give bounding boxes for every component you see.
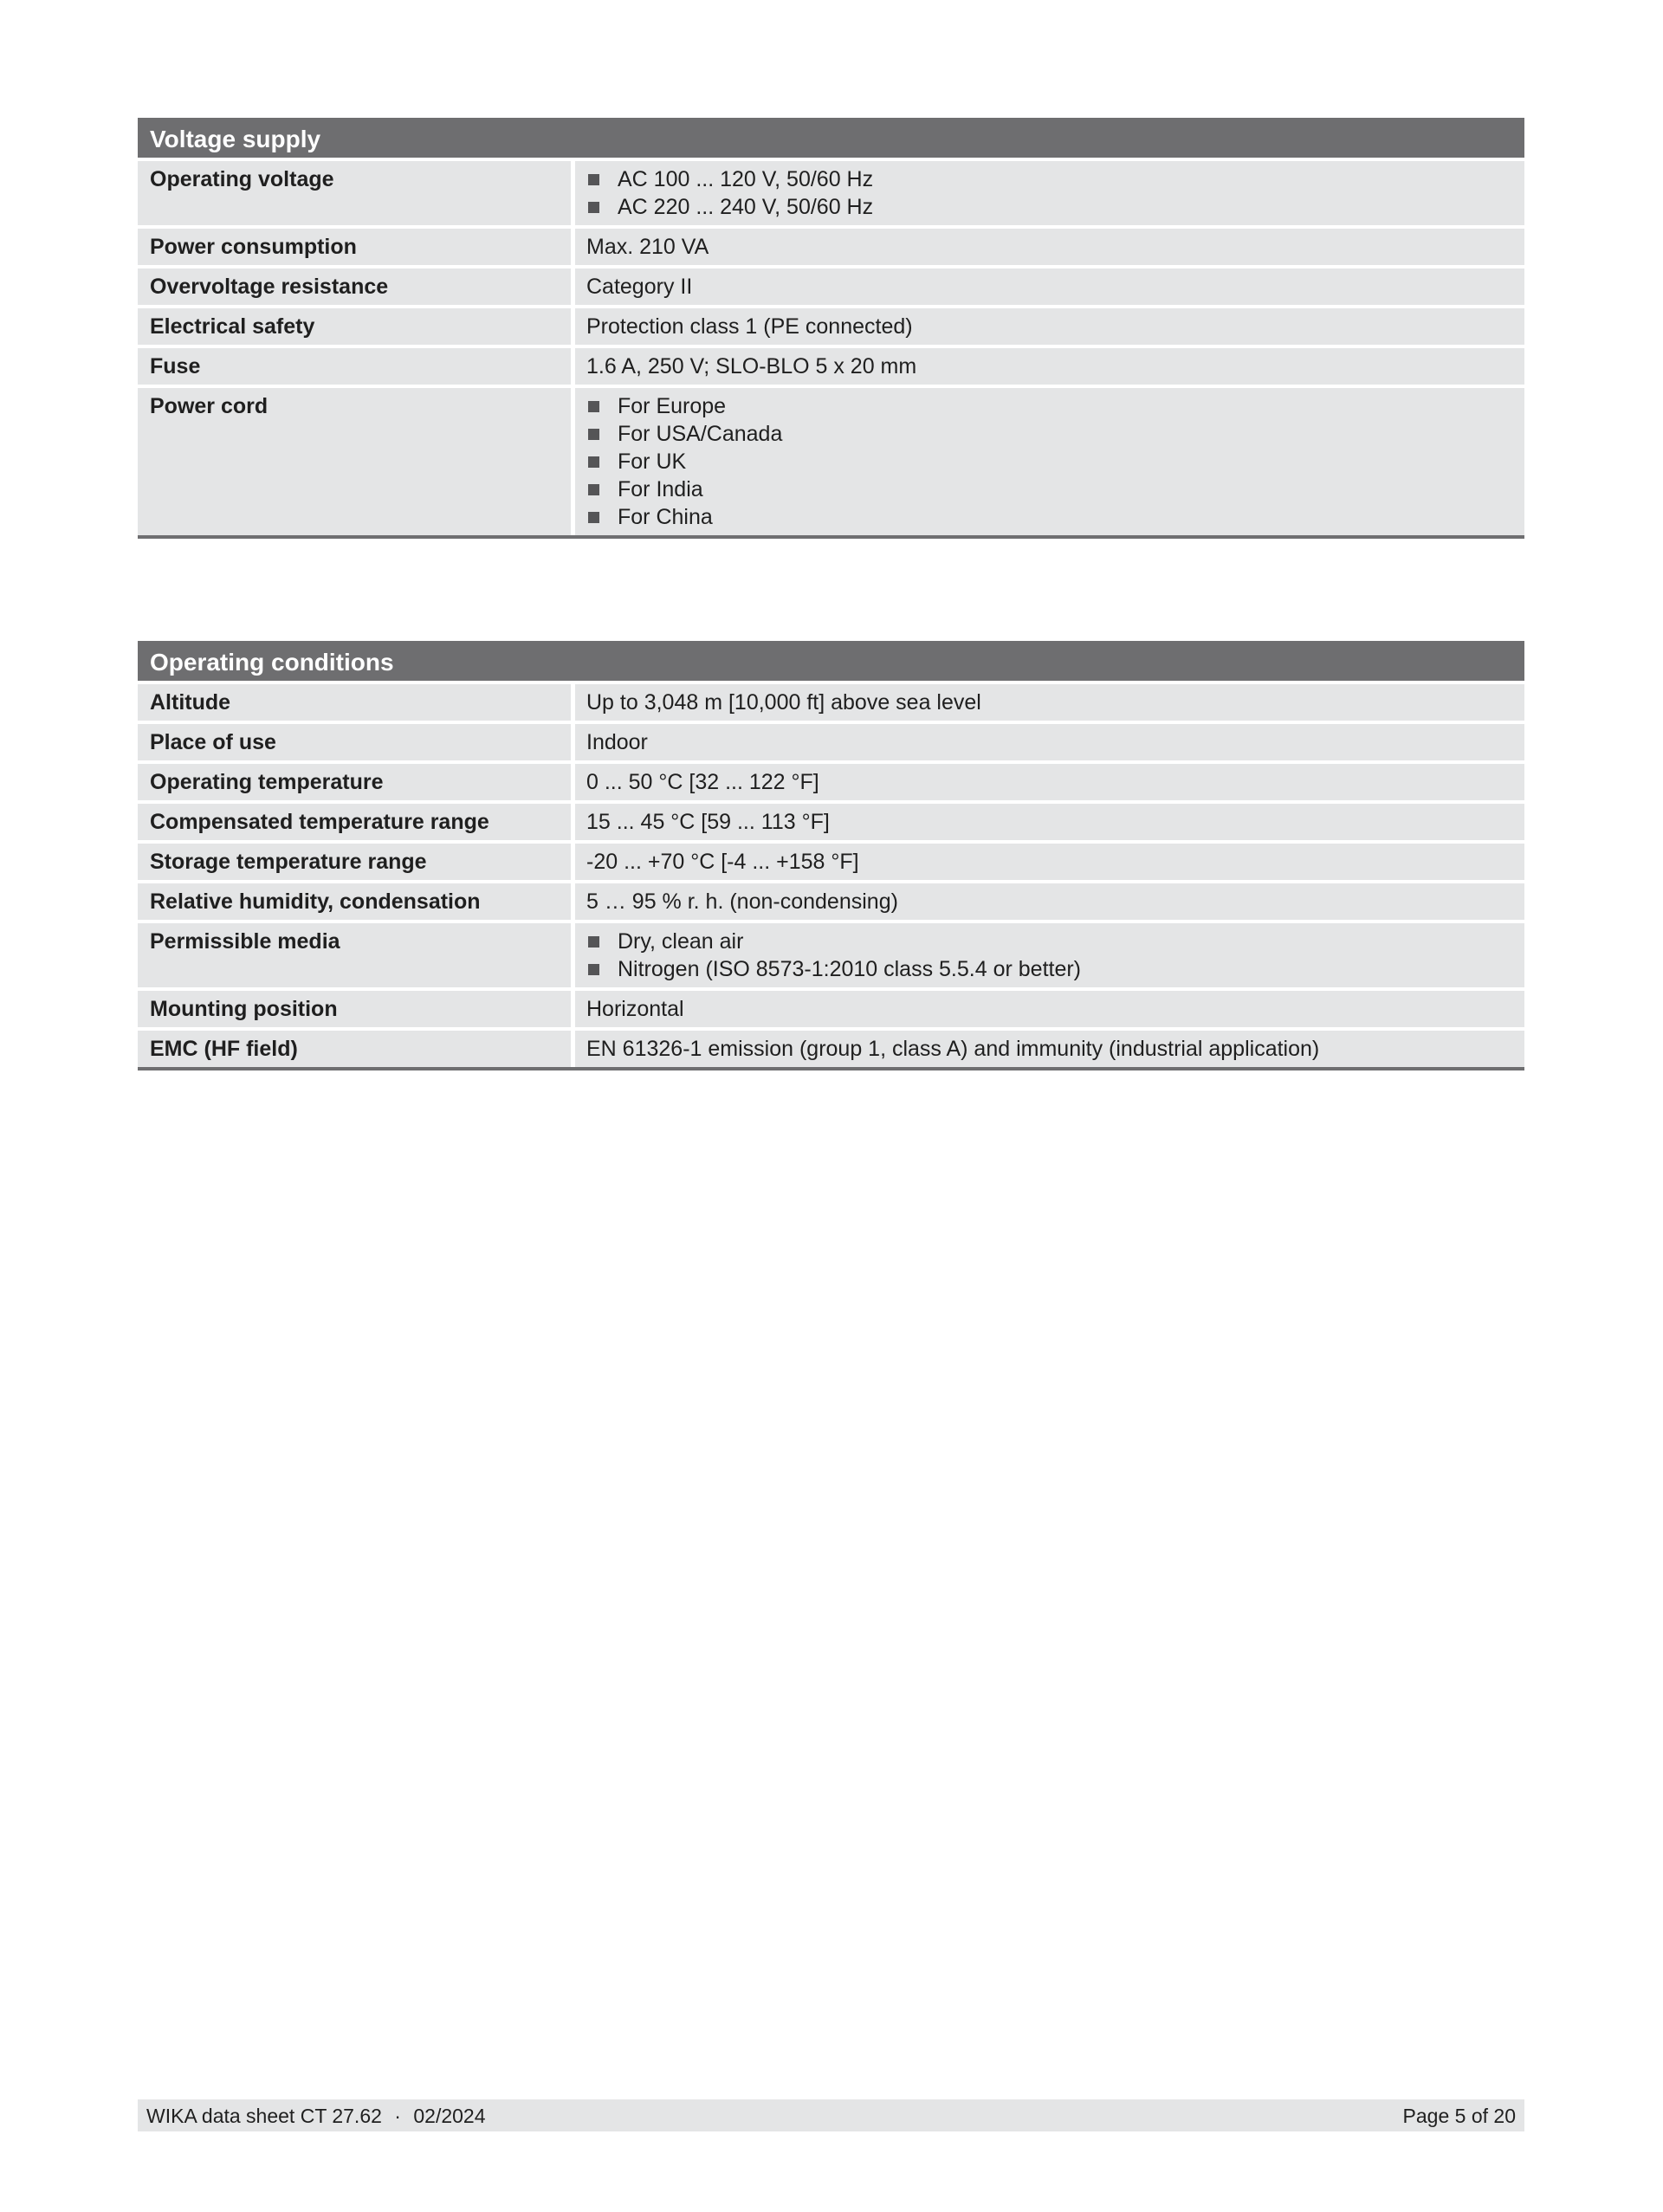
- footer-doc-ref: WIKA data sheet CT 27.62: [146, 2105, 382, 2127]
- spec-label: Operating voltage: [138, 161, 571, 225]
- spec-label: Mounting position: [138, 991, 571, 1027]
- spec-value: EN 61326-1 emission (group 1, class A) and immunity (industrial application): [575, 1031, 1524, 1067]
- spec-value: 15 ... 45 °C [59 ... 113 °F]: [575, 804, 1524, 840]
- table-row: [138, 764, 1524, 800]
- spec-label: EMC (HF field): [138, 1031, 571, 1067]
- spec-value: 5 … 95 % r. h. (non-condensing): [575, 883, 1524, 920]
- spec-label: Altitude: [138, 684, 571, 721]
- bullet-item: AC 100 ... 120 V, 50/60 Hz: [586, 165, 1512, 193]
- footer-separator: ·: [394, 2105, 401, 2127]
- spec-value: Horizontal: [575, 991, 1524, 1027]
- bullet-list: [586, 165, 1512, 221]
- spec-value: [575, 388, 1524, 535]
- table-row: [138, 229, 1524, 265]
- bullet-item: For USA/Canada: [586, 420, 1512, 448]
- table-row: [138, 268, 1524, 305]
- table-row: [138, 684, 1524, 721]
- spec-label: Electrical safety: [138, 308, 571, 345]
- spec-value: Indoor: [575, 724, 1524, 760]
- bullet-item: For India: [586, 475, 1512, 503]
- spec-value: Protection class 1 (PE connected): [575, 308, 1524, 345]
- voltage-supply-table: [138, 118, 1524, 539]
- spec-value: 0 ... 50 °C [32 ... 122 °F]: [575, 764, 1524, 800]
- table-row: [138, 883, 1524, 920]
- spec-value: Up to 3,048 m [10,000 ft] above sea level: [575, 684, 1524, 721]
- spec-label: Relative humidity, condensation: [138, 883, 571, 920]
- spec-label: Overvoltage resistance: [138, 268, 571, 305]
- spec-value: [575, 923, 1524, 987]
- spec-label: Fuse: [138, 348, 571, 385]
- table-row: [138, 923, 1524, 987]
- operating-conditions-table: [138, 641, 1524, 1070]
- table-row: [138, 724, 1524, 760]
- spec-label: Power consumption: [138, 229, 571, 265]
- table-header-voltage-supply: Voltage supply: [138, 118, 1524, 158]
- table-row: [138, 308, 1524, 345]
- table-row: [138, 991, 1524, 1027]
- bullet-item: Dry, clean air: [586, 928, 1512, 955]
- table-row: [138, 1031, 1524, 1067]
- spec-value: -20 ... +70 °C [-4 ... +158 °F]: [575, 844, 1524, 880]
- bullet-item: AC 220 ... 240 V, 50/60 Hz: [586, 193, 1512, 221]
- table-header-operating-conditions: Operating conditions: [138, 641, 1524, 681]
- table-row: [138, 348, 1524, 385]
- footer-page-number: Page 5 of 20: [1402, 2105, 1516, 2127]
- table-row: [138, 844, 1524, 880]
- bullet-item: For Europe: [586, 392, 1512, 420]
- table-row: [138, 804, 1524, 840]
- bullet-list: [586, 392, 1512, 531]
- bullet-list: [586, 928, 1512, 983]
- page-footer: [138, 2099, 1524, 2131]
- spec-value: Category II: [575, 268, 1524, 305]
- bullet-item: Nitrogen (ISO 8573-1:2010 class 5.5.4 or better): [586, 955, 1512, 983]
- table-row: [138, 388, 1524, 535]
- table-row: [138, 161, 1524, 225]
- bullet-item: For UK: [586, 448, 1512, 475]
- bullet-item: For China: [586, 503, 1512, 531]
- footer-date: 02/2024: [413, 2105, 486, 2127]
- spec-value: Max. 210 VA: [575, 229, 1524, 265]
- spec-label: Operating temperature: [138, 764, 571, 800]
- spec-label: Compensated temperature range: [138, 804, 571, 840]
- spec-label: Permissible media: [138, 923, 571, 987]
- spec-label: Place of use: [138, 724, 571, 760]
- spec-label: Storage temperature range: [138, 844, 571, 880]
- footer-doc-info: [146, 2099, 486, 2131]
- spec-value: 1.6 A, 250 V; SLO-BLO 5 x 20 mm: [575, 348, 1524, 385]
- spec-value: [575, 161, 1524, 225]
- spec-label: Power cord: [138, 388, 571, 535]
